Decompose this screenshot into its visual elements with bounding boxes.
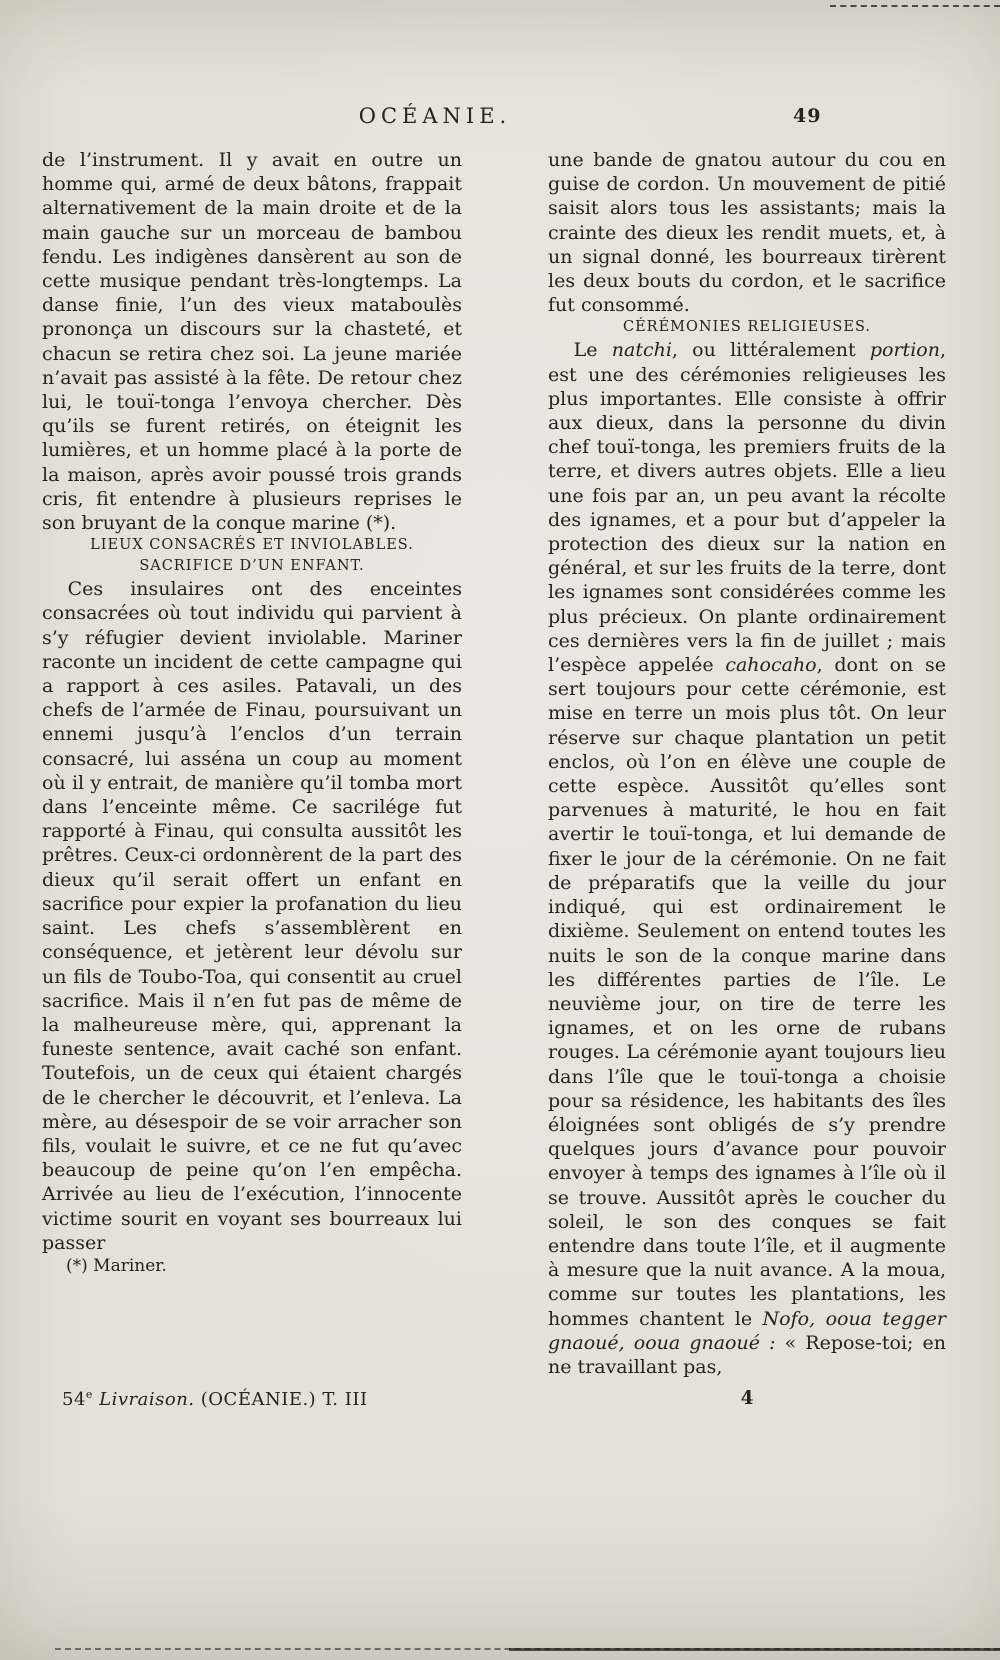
italic-chant-nofo: Nofo, ooua tegger gnaoué, ooua gnaoué : [548,1307,946,1354]
paragraph-natchi-ceremony [548,338,946,1379]
sheet-number: 4 [740,1388,754,1410]
italic-term-natchi: natchi [611,339,672,362]
signature-rest: (OCÉANIE.) T. III [200,1389,368,1411]
scan-artifact-top-edge [830,5,1000,7]
paragraph-sacrifice-story: Ces insulaires ont des enceintes consacrées où tout individu qui parvient à s’y réfugier devient inviolable. Mariner raconte un incident de cette campagne qui a rapport à ces asiles. Patavali, un des chefs de l’armée de Finau, poursuivant un ennemi jusqu’à l’enclos d’un terrain consacré, lui asséna un coup au moment où il y entrait, de manière qu’il tomba mort dans l’enceinte même. Ce sacrilége fut rapporté à Finau, qui consulta aussitôt les prêtres. Ceux-ci ordonnèrent de la part des dieux qu’il serait offert un enfant en sacrifice pour expier la profanation du lieu saint. Les chefs s’assemblèrent en conséquence, et jetèrent leur dévolu sur un fils de Toubo-Toa, qui consentit au cruel sacrifice. Mais il n’en fut pas de même de la malheureuse mère, qui, apprenant la funeste sentence, avait caché son enfant. Toutefois, un de ceux qui étaient chargés de le chercher le découvrit, et l’enleva. La mère, au désespoir de se voir arracher son fils, voulait le suivre, et ce ne fut qu’avec beaucoup de peine qu’on l’en empêcha. Arrivée au lieu de l’exécution, l’innocente victime sourit en voyant ses bourreaux lui passer [42,578,462,1254]
signature-ordinal: e [85,1388,93,1402]
paragraph-continuation: de l’instrument. Il y avait en outre un homme qui, armé de deux bâtons, frappait alternativement de la main droite et de la main gauche sur un morceau de bambou fendu. Les indigènes dansèrent au son de cette musique pendant très-longtemps. La danse finie, l’un des vieux mataboulès prononça un discours sur la chasteté, et chacun se retira chez soi. La jeune mariée n’avait pas assisté à la fête. De retour chez lui, le touï-tonga l’envoya chercher. Dès qu’ils se furent retirés, on éteignit les lumières, et un homme placé à la porte de la maison, après avoir poussé trois grands cris, fit entendre à plusieurs reprises le son bruyant de la conque marine (*). [42,149,462,535]
text-segment: , est une des cérémonies religieuses les plus importantes. Elle consiste à offrir aux dieux, dans la personne du divin chef touï-tonga, les premiers fruits de la terre, et divers autres objets. Elle a lieu une fois par an, un peu avant la récolte des ignames, et a pour but d’appeler la protection des dieux sur la nation en général, et sur les fruits de la terre, dont les ignames sont considérées comme les plus précieux. On plante ordinairement ces dernières vers la fin de juillet ; mais l’espèce appelée [548,339,946,677]
text-segment: , dont on se sert toujours pour cette cérémonie, est mise en terre un mois plus tôt. On leur réserve sur chaque plantation un petit enclos, où l’on en élève une couple de cette espèce. Aussitôt qu’elles sont parvenues à maturité, le hou en fait avertir le touï-tonga, et lui demande de fixer le jour de la cérémonie. On ne fait de préparatifs que la veille du jour indiqué, qui est ordinairement le dixième. Seulement on entend toutes les nuits le son de la conque marine dans les différentes parties de l’île. Le neuvième jour, on tire de terre les ignames, et on les orne de rubans rouges. La cérémonie ayant toujours lieu dans l’île que le touï-tonga a choisie pour sa résidence, les habitants des îles éloignées sont obligés de s’y prendre quelques jours d’avance pour pouvoir envoyer à temps des ignames à l’île où il se trouve. Aussitôt après le coucher du soleil, le son des conques se fait entendre dans toute l’île, et il augmente à mesure que la nuit avance. A la moua, comme sur toutes les plantations, les hommes chantent le [548,654,946,1330]
text-segment: , ou littéralement [671,339,870,362]
right-column [548,148,946,1379]
left-column [42,148,462,1277]
text-segment: « Repose-toi; en ne travaillant pas, [548,1331,947,1378]
printer-signature [42,1388,462,1410]
scan-artifact-bottom-edge [55,1648,1000,1650]
page-footer [0,1388,1000,1410]
text-segment: Le [573,339,612,362]
page-number: 49 [793,105,822,127]
section-heading-lieux-consacres: LIEUX CONSACRÉS ET INVIOLABLES. SACRIFICE D’UN ENFANT. [90,537,414,575]
italic-term-portion: portion [869,339,940,362]
scan-artifact-bottom-heavy [509,1648,1000,1651]
page-header [0,104,1000,148]
paragraph-continuation-right: une bande de gnatou autour du cou en guise de cordon. Un mouvement de pitié saisit alors tous les assistants; mais la crainte des dieux les rendit muets, et, à un signal donné, les bourreaux tirèrent les deux bouts du cordon, et le sacrifice fut consommé. [548,149,946,317]
text-columns [0,148,1000,1379]
italic-term-cahocaho: cahocaho [725,654,817,677]
running-title: OCÉANIE. [358,104,512,128]
signature-word: Livraison. [99,1389,195,1411]
section-heading-ceremonies-religieuses: CÉRÉMONIES RELIGIEUSES. [623,319,871,336]
footnote-mariner: (*) Mariner. [66,1255,167,1276]
signature-number: 54 [62,1389,86,1411]
